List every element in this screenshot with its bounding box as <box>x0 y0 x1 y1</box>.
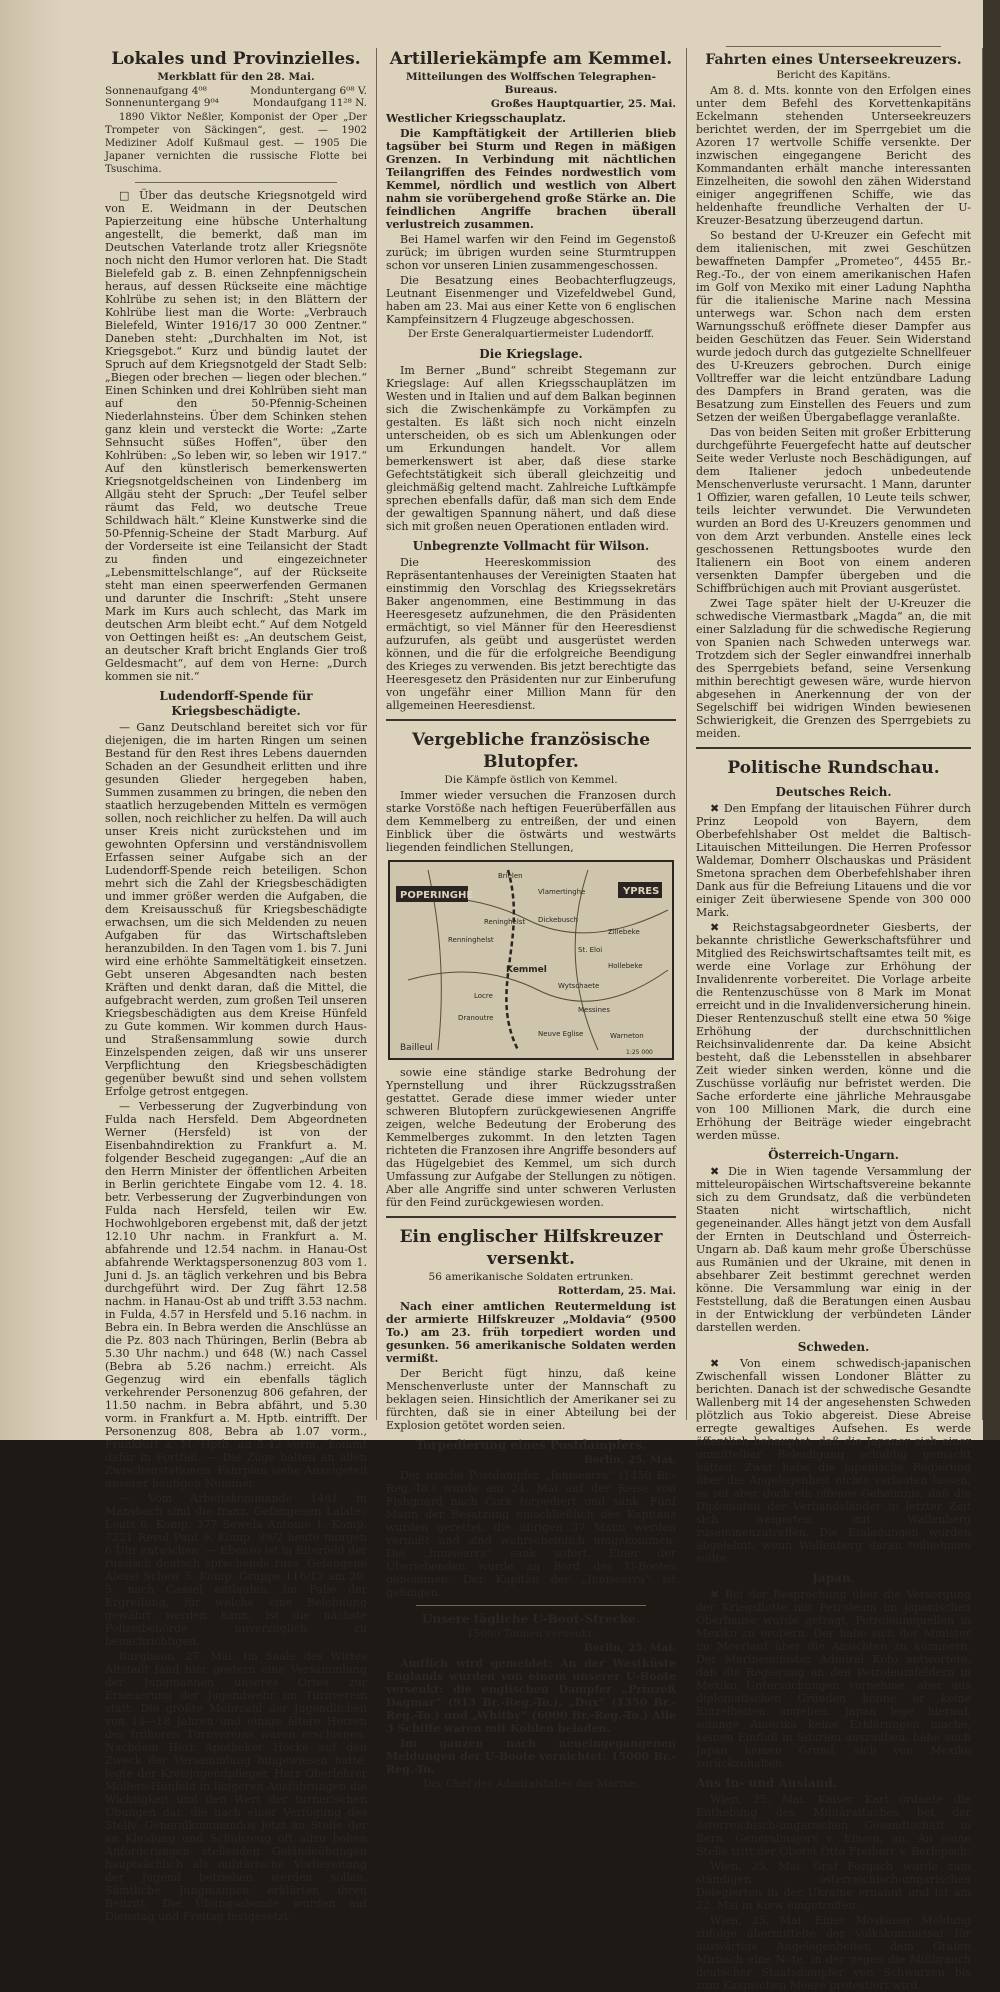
map-town: Messines <box>578 1006 610 1014</box>
subtitle-blutopfer: Die Kämpfe östlich von Kemmel. <box>444 774 618 786</box>
wtb-subtitle: Mitteilungen des Wolffschen Telegraphen-Bureaus. <box>406 71 656 96</box>
dateline-berlin: Berlin, 25. Mai. <box>583 1454 676 1466</box>
section-title-politik: Politische Rundschau. <box>727 758 940 778</box>
signature-ludendorff: Der Erste Generalquartiermeister Ludendorff. <box>407 328 655 340</box>
map-label-kemmel: Kemmel <box>506 965 547 975</box>
article-invalidenrente: ✖ Reichstagsabgeordneter Giesberts, der bekannte christliche Gewerkschaftsführer und Mitglied des Reichswirtschaftsamtes teilt mit, es werde eine Vorlage zur Erhöhung der Invalidenrente vorbereitet. Die Vorlage arbeite die Rentenzuschüsse von 8 Mark im Monat erreicht und in die Invalidenversicherung hinein. Dieser Rentenzuschuß stellt eine etwa 50 %ige Erhöhung der durchschnittlichen Reichsinvalidenrente dar. Da keine Absicht besteht, daß die Lebensstellen in absehbarer Zeit wieder sinken werden, könne und die Zuschüsse vorläufig nur befristet werden. Die Sache erforderte eine jährliche Mehrausgabe von 100 Millionen Mark, die durch eine Erhöhung der Beiträge wieder eingebracht werden müsse. <box>696 921 971 1142</box>
map-label-bailleul: Bailleul <box>400 1043 433 1053</box>
heading-aus-in-ausland: Aus In- und Ausland. <box>696 1776 837 1790</box>
article-uboot-2: Im ganzen nach neueingegangenen Meldungen der U-Boote vernichtet: 15000 Br.-Reg.-To. <box>386 1737 676 1776</box>
heading-kriegslage: Die Kriegslage. <box>479 347 583 361</box>
heading-uboot: Unsere tägliche U-Boot-Strecke. <box>422 1612 640 1626</box>
map-town: Renninghelst <box>448 936 494 944</box>
article-litauen: ✖ Den Empfang der litauischen Führer durch Prinz Leopold von Bayern, dem Oberbefehlshaber Ost meldet die Baltisch-Litauischen Mitteilungen. Die Herren Professor Waldemar, Domherr Olschauskas und Präsident Smetona sprachen dem Oberbefehlshaber ihren Dank aus für die Befreiung Litauens und die vor einiger Zeit überwiesene Spende von 300 000 Mark. <box>696 802 971 919</box>
subtitle-kapitaen: Bericht des Kapitäns. <box>776 69 891 81</box>
divider <box>386 1216 676 1218</box>
article-blutopfer-1: Immer wieder versuchen die Franzosen durch starke Vorstöße nach heftigen Feuerüberfällen aus dem Kemmelberg zu entreißen, der und einen Einblick über die östwärts und westwärts liegenden feindlichen Stellungen, <box>386 789 676 854</box>
map-town: Hollebeke <box>608 962 643 970</box>
heading-deutsches-reich: Deutsches Reich. <box>775 785 892 799</box>
dateline: Großes Hauptquartier, 25. Mai. <box>490 98 676 110</box>
divider <box>416 1605 646 1606</box>
sunrise: Sonnenaufgang 4⁰⁸ <box>105 85 207 97</box>
map-town: Warneton <box>610 1032 644 1040</box>
astro-row <box>105 85 367 97</box>
article-wien-1: Wien, 25. Mai. Kaiser Karl ordnete die Enthebung des Militärattachés bei der österreichisch-ungarischen Gesandtschaft in Bern, Generalmajors v. Einem, an. An seine Stelle tritt der Oberst Otto Freiherr v. Berlepsch. <box>696 1793 971 1858</box>
column-politics <box>696 40 971 1992</box>
heading-oesterreich: Österreich-Ungarn. <box>768 1148 899 1162</box>
headline-blutopfer: Vergebliche französische Blutopfer. <box>411 730 651 772</box>
section-title-local: Lokales und Provinzielles. <box>111 49 361 69</box>
column-rule <box>982 48 983 1420</box>
article-ludendorff-spende: — Ganz Deutschland bereitet sich vor für diejenigen, die im harten Ringen um seinen Bestand für den Rest ihres Lebens dauernden Schaden an der Gesundheit erlitten und ihre gesunden Glieder hergegeben haben, Summen zusammen zu bringen, die neben den staatlich herzugebenden Mitteln es vermögen sollen, noch reichlicher zu helfen. Da will auch unser Kreis nicht zurückstehen und im gewohnten Opfersinn und verständnisvollem Erfassen seiner Aufgabe sich an der Ludendorff-Spende reich beteiligen. Schon mehrt sich die Zahl der Kriegsbeschädigten und immer größer werden die Aufgaben, die dem Kreisausschuß für Kriegsbeschädigte erwachsen, um die sich Meldenden zu neuen Aufgaben für das Wirtschaftsleben heranzubilden. In den Tagen vom 1. bis 7. Juni wird eine erhöhte Sammeltätigkeit einsetzen. Gebt unseren Abgesandten nach besten Kräften und denkt daran, daß die Mittel, die aufgebracht werden, zum großen Teil unseren Kriegsbeschädigten aus dem Kreise Hünfeld zu Gute kommen. Wir kommen durch Haus- und Straßensammlung sowie durch Einzelspenden zeigen, daß wir uns unserer Verpflichtung den Kriegsbeschädigten gegenüber bewußt sind und sehen vollstem Erfolge getrost entgegen. <box>105 721 367 1098</box>
article-uboot-bold: Amtlich wird gemeldet: An der Westküste Englands wurden von einem unserer U-Boote versenkt: die englischen Dampfer „Prinzeß Dagmar“ (913 Br.-Reg.-To.), „Dux“ (1350 Br.-Reg.-To.) und „Whitby“ (6000 Br.-Reg.-To.) Alle 3 Schiffe waren mit Kohlen beladen. <box>386 1657 676 1735</box>
subtitle-hilfskreuzer: 56 amerikanische Soldaten ertrunken. <box>428 1271 634 1283</box>
article-uk-3: Das von beiden Seiten mit großer Erbitterung durchgeführte Feuergefecht hatte auf deutscher Seite weder Verluste noch Beschädigungen, auf dem Italiener jedoch unbedeutende Menschenverluste verursacht. 1 Mann, darunter 1 Offizier, waren gefallen, 10 Leute teils schwer, teils leichter verwundet. Die Verwundeten wurden an Bord des U-Kreuzers genommen und von dem Arzt verbunden. Anstelle eines leck geschossenen Rettungsbootes wurde den Italienern ein Boot von einem anderen versenkten Dampfer übergeben und die Schiffbrüchigen auch mit Proviant ausgerüstet. <box>696 426 971 595</box>
article-uk-1: Am 8. d. Mts. konnte von den Erfolgen eines unter dem Befehl des Korvettenkapitäns Eckelmann stehenden Unterseekreuzers berichtet werden, der im Sperrgebiet um die Azoren 17 wertvolle Schiffe versenkte. Der inzwischen eingegangene Bericht des Kommandanten erhält manche interessanten Einzelheiten, die sowohl den zähen Widerstand einiger angegriffenen Schiffe, wie das heldenhafte freundliche Verhalten der U-Kreuzer-Besatzung überzeugend dartun. <box>696 84 971 227</box>
headline-unterseekreuzer: Fahrten eines Unterseekreuzers. <box>705 52 962 68</box>
article-kriegslage: Im Berner „Bund“ schreibt Stegemann zur Kriegslage: Auf allen Kriegsschauplätzen im Westen und in Italien und auf dem Balkan beginnen sich die Zwischenkämpfe zu Vorkämpfen zu gestalten. Es läßt sich noch nicht einzeln unterscheiden, ob es sich um Ablenkungen oder um Erkundungen handelt. Vor allem bemerkenswert ist aber, daß diese starke Gefechtstätigkeit sich überall gleichzeitig und gleichmäßig geltend macht. Zahlreiche Luftkämpfe sprechen ebenfalls dafür, daß man sich dem Ende der gewaltigen Spannung nähert, und daß diese sich mit großen neuen Operationen entladen wird. <box>386 364 676 533</box>
map-town: Dranoutre <box>458 1014 494 1022</box>
headline-kemmel: Artilleriekämpfe am Kemmel. <box>389 49 673 69</box>
heading-postdampfer: Torpedierung eines Postdampfers. <box>415 1438 647 1452</box>
article-wien-3: Wien, 25. Mai. Einer Moskauer Meldung zufolge übermittelte der Volkskommissar für auswärtige Angelegenheiten dem Grafen Mirbach eine Note, in der gegen die Mißbrauch deutscher Staatsdampfer von Schwarzen bis zum Kaspischen Meere protestiert wird. <box>696 1914 971 1992</box>
map-town: Vlamertinghe <box>538 888 586 896</box>
divider <box>726 46 941 47</box>
article-wirtschaftsvereine: ✖ Die in Wien tagende Versammlung der mitteleuropäischen Wirtschaftsvereine bekannte sich zu dem Grundsatz, daß die verbündeten Staaten nicht wirtschaftlich, nicht gegeneinander. Alles hängt jetzt von dem Ausfall der Ernten in Deutschland und Österreich-Ungarn ab. Daß kaum mehr große Überschüsse aus Rumänien und der Ukraine, mit denen in absehbarer Zeit bestimmt gerechnet werden könne. Die Versammlung war einig in der Feststellung, daß die Beratungen einen Ausbau in der Entwicklung der verbündeten Länder darstellen werden. <box>696 1165 971 1334</box>
map-label-ypres: YPRES <box>623 886 660 897</box>
sunset: Sonnenuntergang 9⁰⁴ <box>105 97 219 109</box>
article-gefangene: — Vom Arbeitskommando 1461 in Mansbach sind die franz. Gefangenen Lalatec Louis 6. Komp. 377 Sewela Antome 1. Komp. 7221 Revol Paul 9. Komp. 99/2 heute morgen 6 Uhr entwichen. — Ebenso ist in Eiterfeld der russisch deutsch sprechende russ. Gefangene Alexei Schew 5. Komp. Gruppe 116/12 am 20. 5. nach Cassel entlaufen. Im Falle der Ergreifung, für welche eine Belohnung gewährt werden kann, ist die nächste Polizeibehörde unverzüglich zu benachrichtigen. <box>105 1492 367 1648</box>
divider <box>135 182 337 183</box>
article-uk-2: So bestand der U-Kreuzer ein Gefecht mit dem italienischen, mit zwei Geschützen bewaffneten Dampfer „Prometeo“, 4455 Br.-Reg.-To., der von einem amerikanischen Hafen im Golf von Mexiko mit einer Ladung Naphtha für die italienische Marine nach Messina unterwegs war. Schon nach dem ersten Warnungsschuß eröffnete dieser Dampfer aus beiden Geschützen das Feuer. Sein Widerstand wurde jedoch durch das gutgezielte Schnellfeuer des U-Kreuzers gebrochen. Durch einige Volltreffer war die leicht entzündbare Ladung des Dampfers in Brand geraten, was die Besatzung zum Einstellen des Feuers und zum Setzen der weißen Übergabeflagge veranlaßte. <box>696 229 971 424</box>
article-zugverbindung: — Verbesserung der Zugverbindung von Fulda nach Hersfeld. Dem Abgeordneten Werner (Hersfeld) ist von der Eisenbahndirektion zu Frankfurt a. M. folgender Bescheid zugegangen: „Auf die an den Herrn Minister der öffentlichen Arbeiten in Berlin gerichtete Eingabe vom 12. 4. 18. betr. Verbesserung der Zugverbindungen von Fulda nach Hersfeld, teilen wir Ew. Hochwohlgeboren ergebenst mit, daß der jetzt 12.10 Uhr nachm. in Frankfurt a. M. abfahrende und 12.54 nachm. in Hanau-Ost abfahrende Werktagspersonenzug 803 vom 1. Juni d. Js. an täglich verkehren und bis Bebra durchgeführt wird. Der Zug fährt 12.58 nachm. in Hanau-Ost ab und trifft 3.53 nachm. in Fulda, 4.57 in Hersfeld und 5.16 nachm. in Bebra ein. In Bebra werden die Anschlüsse an die Pz. 803 nach Thüringen, Berlin (Bebra ab 5.30 Uhr nachm.) und 648 (W.) nach Cassel (Bebra ab 5.26 nachm.) erreicht. Als Gegenzug wird ein ebenfalls täglich verkehrender Personenzug 806 gefahren, der 11.50 nachm. in Bebra abfährt, und 5.30 vorm. in Frankfurt a. M. Hptb. eintrifft. Der Personenzug 808, Bebra ab 1.07 vorm., Frankfurt a. M. Hptb. an 5.42 vorm., kommt dafür in Fortfall. — Die Züge halten an allen Zwischenstationen. Fahrplan siehe Anzeigeteil unserer heutigen Nummer. <box>105 1100 367 1490</box>
subtitle-uboot: 15000 Tonnen versenkt. <box>466 1628 596 1640</box>
map-town: St. Eloi <box>578 946 603 954</box>
moonset: Monduntergang 6⁰⁸ V. <box>250 85 367 97</box>
adjacent-page-edge <box>983 0 1000 1440</box>
divider <box>696 747 971 749</box>
report-west-bold: Die Kampftätigkeit der Artillerien blieb tagsüber bei Sturm und Regen in mäßigen Grenzen. In Verbindung mit nächtlichen Teilangriffen des Feindes nordwestlich vom Kemmel, nördlich und westlich von Albert nahm sie vorübergehend große Stärke an. Die feindlichen Angriffe brachen überall verlustreich zusammen. <box>386 127 676 231</box>
article-wien-2: Wien, 25. Mai. Graf Forgach wurde zum ständigen österreichisch-ungarischen Delegierten in der Ukraine ernannt und ist am 22. Mai in Kiew eingetroffen. <box>696 1860 971 1912</box>
battle-map <box>388 860 674 1060</box>
page-gutter-shadow <box>0 0 60 1440</box>
merkblatt-heading: Merkblatt für den 28. Mai. <box>157 71 315 83</box>
map-label-poperinghe: POPERINGHE <box>400 890 474 901</box>
map-town: Reninghelst <box>484 918 526 926</box>
heading-ludendorff-spende: Ludendorff-Spende für Kriegsbeschädigte. <box>159 689 313 718</box>
article-burghaun: Burghaun, 27. Mai. Im Saale des Wirtes Altstadt fand hier gestern eine Versammlung der Jungmannen unseres Ortes zur Erneuerung der Jugendwehr im Turnverein statt. Die größte Mehrzahl der Jugendlichen von 14—18 Jahren und einige ältere Herren des früheren Turnvereins waren erschienen. Nachdem Herr Apotheker Hocke auf den Zweck der Versammlung hingewiesen hatte, legte der Kreisjugendpfleger, Herr Oberlehrer Möllers-Hünfeld in längeren Ausführungen die Wichtigkeit und den Wert der turnerischen Übungen dar, die nach einer Verfügung des Stellv. Generalkommandos jetzt an Stelle der an Kleidung und Schuhzeug oft allzu hohen Anforderungen stellenden Geländeübungen hauptsächlich als militärische Vorbereitung der Jugend betrieben werden sollen. Sämtliche Jungmannen erklärten ihren Beitritt. Die Übungsabende wurden auf Dienstag und Freitag festgesetzt. <box>105 1650 367 1923</box>
map-town: Locre <box>474 992 493 1000</box>
map-town: Wytschaete <box>558 982 600 990</box>
map-scale: 1:25 000 <box>626 1049 653 1056</box>
article-blutopfer-2: sowie eine ständige starke Bedrohung der Ypernstellung und ihrer Rückzugsstraßen gestattet. Gerade diese immer wieder unter schweren Blutopfern zurückgewiesenen Angriffe zeigen, welche Bedeutung der Eroberung des Kemmelberges zukommt. In den letzten Tagen richteten die Franzosen ihre Angriffe besonders auf das Hügelgebiet des Kemmel, um sich durch Umfassung zur Aufgabe der Stellungen zu nötigen. Aber alle Angriffe sind unter schweren Verlusten für den Feind zurückgewiesen worden. <box>386 1066 676 1209</box>
history-note: 1890 Viktor Neßler, Komponist der Oper „Der Trompeter von Säckingen“, gest. — 1902 Mediziner Adolf Kußmaul gest. — 1905 Die Japaner vernichten die russische Flotte bei Tsuschima. <box>105 112 367 175</box>
column-rule <box>686 48 687 1420</box>
map-town: Brielen <box>498 872 523 880</box>
dateline-rotterdam: Rotterdam, 25. Mai. <box>557 1285 676 1297</box>
article-japan: ✖ Bei der Besprechung über die Versorgung der Kriegsflotte mit Petroleum im japanischen Oberhause wurde gefragt, Petroleumquellen in Mexiko zu erobern. Der habe sich der Minister im Meerlauf über die Ansichten zu kümmern. Der Marineminister Admiral Koto antwortete, daß die Regierung an den Petroleumfeldern in Mexiko Untersuchungen vornehme, aber aus diplomatischen Gründen könne er keine Einzelheiten angeben. Japan lege hierauf, solange Amerika keine Erklärungen mache, keinen Einfluß in Sibirien auszuüben, habe auch Japan keinen Grund, sich von Mexiko zurückzuhalten. <box>696 1588 971 1770</box>
column-rule <box>376 48 377 1420</box>
headline-hilfskreuzer: Ein englischer Hilfskreuzer versenkt. <box>399 1227 663 1269</box>
article-postdampfer: Der irische Postdampfer „Innisearra“ (1450 Br.-Reg.-To.) wurde am 24. Mai auf der Reise von Fishguard nach Cork torpediert und sank. Fünf Mann der Besatzung einschließlich des Kapitäns wurden gerettet, die übrigen 37 Mann werden vermißt und sind wahrscheinlich umgekommen. Die „Innisearra“ sank sofort. Einer der Überlebenden wurde an Bord des U-Bootes genommen. Der Kapitän der „Innisearra“ ist gefangen. <box>386 1469 676 1599</box>
article-schweden: ✖ Von einem schwedisch-japanischen Zwischenfall wissen Londoner Blätter zu berichten. Danach ist der schwedische Gesandte Wallenberg mit 14 der angesehensten Schweden plötzlich aus Tokio abgereist. Diese Abreise erregte gewaltiges Aufsehen. Es werde öffentlich behauptet, daß die Japaner sich einer unmittelbar Beleidigung schuldig gemacht hätten. Zwar habe die japanische Regierung über die Angelegenheit nichts verlauten lassen, es sei aber doch ein offenes Geheimnis, daß die Diplomaten der Verbandsländer in letzter Zeit sich weigerten, mit Wallenberg zusammenzutreffen. Die Einladungen wurden abgelehnt, wenn Wallenberg daran teilnehmen sollte. <box>696 1357 971 1565</box>
article-hilfskreuzer-2: Der Bericht fügt hinzu, daß keine Menschenverluste unter der Mannschaft zu beklagen seien. Hinsichtlich der Amerikaner sei zu fürchten, daß sie in einer Abteilung bei der Explosion getötet worden seien. <box>386 1367 676 1432</box>
dateline-berlin-2: Berlin, 25. Mai. <box>583 1642 676 1654</box>
heading-west: Westlicher Kriegsschauplatz. <box>386 112 566 125</box>
article-vollmacht: Die Heereskommission des Repräsentantenhauses der Vereinigten Staaten hat einstimmig den Vorschlag des Kriegssekretärs Baker angenommen, eine Bestimmung in das Heeresgesetz aufzunehmen, die den Präsidenten ermächtigt, so viel Männer für den Heeresdienst aufzurufen, als geübt und ausgerüstet werden können, und die für die erfolgreiche Beendigung des Krieges zu verwenden. Bis jetzt berechtigte das Heeresgesetz den Präsidenten nur zur Einberufung von ungefähr einer Million Mann für den allgemeinen Heeresdienst. <box>386 556 676 712</box>
map-town: Dickebusch <box>538 916 579 924</box>
heading-vollmacht: Unbegrenzte Vollmacht für Wilson. <box>412 539 650 553</box>
map-town: Zillebeke <box>608 928 640 936</box>
map-town: Neuve Eglise <box>538 1030 584 1038</box>
report-west-2: Bei Hamel warfen wir den Feind im Gegenstoß zurück; im übrigen wurden seine Sturmtruppen schon vor unseren Linien zusammengeschossen. <box>386 233 676 272</box>
column-war-news <box>386 40 676 1790</box>
article-uk-4: Zwei Tage später hielt der U-Kreuzer die schwedische Viermastbark „Magda“ an, die mit einer Salzladung für die schwedische Regierung von Spanien nach Schweden unterwegs war. Trotzdem sich der Segler einwandfrei innerhalb des Sperrgebiets befand, seine Versenkung mithin berechtigt gewesen wäre, wurde hiervon abgesehen in Anerkennung der von der Segelschiff bei widrigen Winden bewiesenen Schwierigkeit, die Grenzen des Sperrgebiets zu meiden. <box>696 597 971 740</box>
column-local-news <box>105 40 367 1923</box>
article-hilfskreuzer-bold: Nach einer amtlichen Reutermeldung ist der armierte Hilfskreuzer „Moldavia“ (9500 To.) am 23. früh torpediert worden und gesunken. 56 amerikanische Soldaten werden vermißt. <box>386 1300 676 1365</box>
divider <box>386 719 676 721</box>
heading-japan: Japan. <box>812 1571 855 1585</box>
article-notgeld: □ Über das deutsche Kriegsnotgeld wird von E. Weidmann in der Deutschen Papierzeitung eine hübsche Unterhaltung angestellt, die bemerkt, daß man im Deutschen Vaterlande trotz aller Kriegsnöte noch nicht den Humor verloren hat. Die Stadt Bielefeld gab z. B. einen Zehnpfennigschein heraus, auf dessen Rückseite eine mächtige Kohlrübe zu sehen ist; in den Blättern der Kohlrübe liest man die Worte: „Verbrauch Bielefeld, Winter 1916/17 30 000 Zentner.“ Daneben steht: „Durchhalten im Not, ist Kriegsgebot.“ Kurz und bündig lautet der Spruch auf dem Kriegsnotgeld der Stadt Selb: „Biegen oder brechen — liegen oder blechen.“ Einen Schinken und drei Kohlrüben sieht man auf den 50-Pfennig-Scheinen Niederlahnsteins. Über dem Schinken stehen ganz klein und versteckt die Worte: „Zarte Sehnsucht süßes Hoffen“, über den Kohlrüben: „So leben wir, so leben wir 1917.“ Auf den künstlerisch bemerkenswerten Kriegsnotgeldscheinen von Lindenberg im Allgäu steht der Spruch: „Der Teufel selber räumt das Feld, wo deutsche Treue Schildwach hält.“ Kleine Kunstwerke sind die 50-Pfennig-Scheine der Stadt Marburg. Auf der Vorderseite ist eine Teilansicht der Stadt zu finden und eingezeichneter „Lebensmittelschlange“, auf der Rückseite steht man einen speerwerfenden Germanen und darunter die Inschrift: „Steht unsere Mark im Kurs auch schlecht, das Mark im deutschen Arm bleibt echt.“ Auf dem Notgeld von Oettingen heißt es: „An deutschem Geist, an deutscher Kraft bricht Englands Gier troß Geldesmacht“, auf dem von Herne: „Durch kommen sie nit.“ <box>105 189 367 683</box>
heading-schweden: Schweden. <box>797 1340 870 1354</box>
report-west-3: Die Besatzung eines Beobachterflugzeugs, Leutnant Eisenmenger und Vizefeldwebel Gund, haben am 23. Mai aus einer Kette von 6 englischen Kampfeinsitzern 4 Flugzeuge abgeschossen. <box>386 274 676 326</box>
moonrise: Mondaufgang 11²⁸ N. <box>252 97 367 109</box>
astro-row <box>105 97 367 109</box>
signature-admiralstab: Der Chef des Admiralstabes der Marine. <box>423 1778 639 1790</box>
